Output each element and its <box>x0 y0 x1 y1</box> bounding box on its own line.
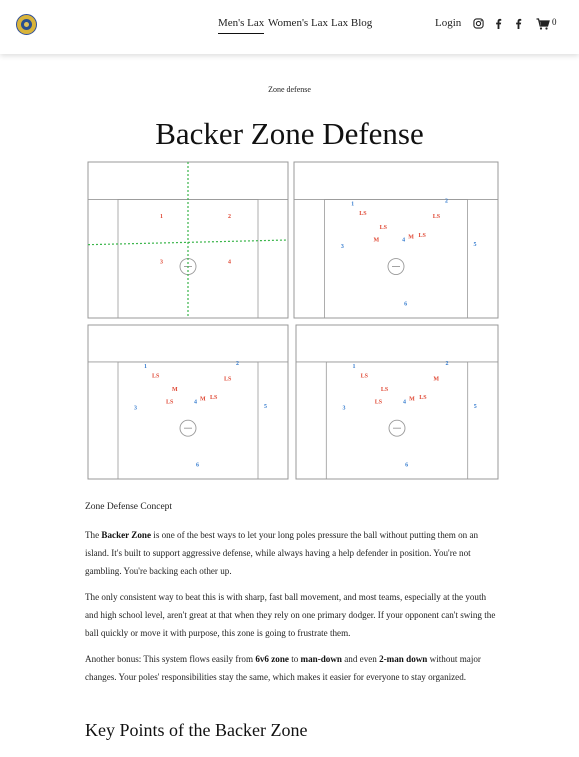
nav-womens-lax[interactable]: Women's Lax <box>268 17 329 29</box>
p1-text-a: The <box>85 530 102 540</box>
offense-player: 3 <box>340 243 344 250</box>
offense-player: 5 <box>473 242 477 249</box>
defense-player: LS <box>360 373 368 380</box>
defense-player: M <box>408 234 414 241</box>
offense-player: 4 <box>402 237 406 244</box>
diagram-canvas <box>86 160 500 481</box>
cart-icon <box>536 18 550 30</box>
team-crest-icon[interactable] <box>16 14 37 35</box>
instagram-icon[interactable] <box>473 18 484 29</box>
defense-player: LS <box>374 399 383 406</box>
facebook-icon[interactable] <box>513 18 524 29</box>
p1-text-c: is one of the best ways to let your long poles pressure the ball without putting them on an island. It's built to support aggressive defense, while always having a help defender in position. You're not gambling. You're backing each other up. <box>85 530 479 576</box>
defense-player: LS <box>224 376 232 383</box>
offense-player: 4 <box>194 399 197 406</box>
cart-count: 0 <box>552 17 557 27</box>
offense-player: 2 <box>445 361 449 368</box>
section-label: Zone Defense Concept <box>85 502 173 512</box>
p3-text-e: and even <box>341 654 380 664</box>
offense-player: 1 <box>144 364 147 371</box>
section-heading: Key Points of the Backer Zone <box>85 720 308 740</box>
offense-player: 1 <box>351 201 355 208</box>
offense-player: 3 <box>134 405 137 412</box>
p3-bold-man-down: man-down <box>300 654 342 664</box>
facebook-icon[interactable] <box>493 18 504 29</box>
page-title: Backer Zone Defense <box>155 116 424 151</box>
offense-player: 6 <box>405 462 409 469</box>
p3-bold-2-man-down: 2-man down <box>379 654 428 664</box>
defense-player: LS <box>380 387 389 394</box>
nav-lax-blog[interactable]: Lax Blog <box>331 17 373 29</box>
zone-number: 3 <box>160 259 163 266</box>
defense-player: LS <box>418 232 426 239</box>
defense-player: M <box>409 396 415 403</box>
zone-number: 4 <box>228 259 231 266</box>
offense-player: 1 <box>352 364 356 371</box>
defense-player: LS <box>359 211 367 218</box>
offense-player: 2 <box>444 198 448 205</box>
defense-player: LS <box>379 225 388 232</box>
crest-emblem <box>24 22 29 27</box>
post-category-link[interactable]: Zone defense <box>268 85 311 94</box>
offense-player: 4 <box>403 399 407 406</box>
crest-shield <box>21 19 32 30</box>
p3-bold-6v6: 6v6 zone <box>255 654 289 664</box>
nav-mens-lax[interactable]: Men's Lax <box>218 17 264 34</box>
defense-player: LS <box>166 399 174 406</box>
zone-number: 2 <box>228 214 231 221</box>
cart-button[interactable] <box>536 18 558 30</box>
offense-player: 6 <box>404 301 408 308</box>
offense-player: 5 <box>264 404 267 411</box>
defense-player: LS <box>210 394 218 401</box>
defense-player: LS <box>419 394 427 401</box>
p3-text-a: Another bonus: This system flows easily from <box>85 654 256 664</box>
paragraph-intro <box>85 526 500 580</box>
defense-player: M <box>373 237 380 244</box>
p3-text-g: without major changes. Your poles' responsibilities stay the same, which makes it easier for everyone to stay organized. <box>85 654 481 682</box>
p1-bold-backer-zone: Backer Zone <box>101 530 152 540</box>
login-link[interactable]: Login <box>435 17 462 29</box>
zone-defense-diagram <box>86 160 500 481</box>
defense-player: M <box>172 387 178 394</box>
site-header <box>0 0 579 54</box>
paragraph-ball-movement: The only consistent way to beat this is with sharp, fast ball movement, and most teams, especially at the youth and high school level, aren't great at that when they rely on one primary dodger. If your opponent can't swing the ball quickly or move it with purpose, this zone is going to frustrate them. <box>85 592 496 638</box>
offense-player: 6 <box>196 462 199 469</box>
zone-number: 1 <box>160 214 163 221</box>
p3-text-c: to <box>288 654 301 664</box>
defense-player: LS <box>152 373 160 380</box>
offense-player: 5 <box>473 404 477 411</box>
paragraph-bonus <box>85 650 500 686</box>
defense-player: M <box>200 396 206 403</box>
offense-player: 3 <box>342 405 346 412</box>
defense-player: M <box>433 376 440 383</box>
offense-player: 2 <box>236 361 239 368</box>
defense-player: LS <box>432 214 441 221</box>
diagram-panels <box>88 162 498 479</box>
